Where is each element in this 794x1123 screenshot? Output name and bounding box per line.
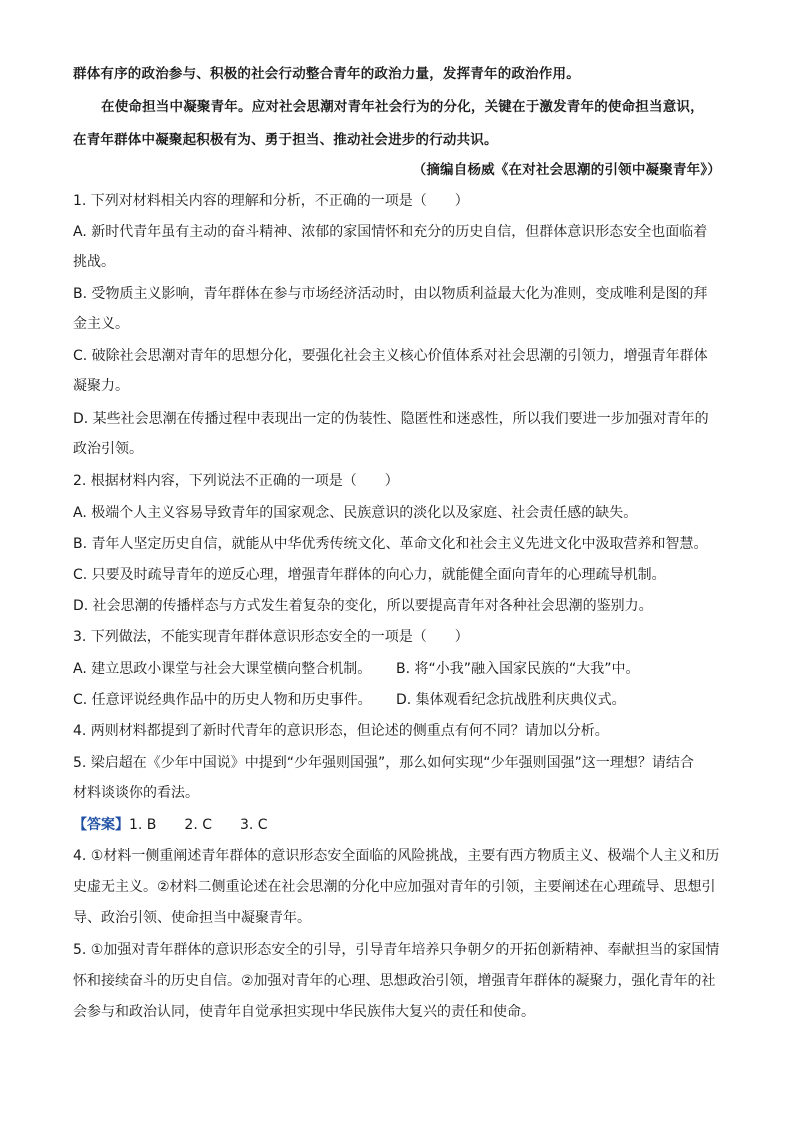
question-2-option-b: B. 青年人坚定历史自信，就能从中华优秀传统文化、革命文化和社会主义先进文化中汲取营养和智慧。 xyxy=(73,536,708,552)
question-3-option-c: C. 任意评说经典作品中的历史人物和历史事件。 xyxy=(73,692,372,708)
question-4-stem: 4. 两则材料都提到了新时代青年的意识形态，但论述的侧重点有何不同？请加以分析。 xyxy=(73,723,609,739)
passage-line-1: 群体有序的政治参与、积极的社会行动整合青年的政治力量，发挥青年的政治作用。 xyxy=(73,66,580,82)
question-3-option-b: B. 将“小我”融入国家民族的“大我”中。 xyxy=(396,661,640,677)
answer-5-line-2: 怀和接续奋斗的历史自信。②加强对青年的心理、思想政治引领，增强青年群体的凝聚力，强化青年的社 xyxy=(73,973,716,989)
passage-line-2: 在使命担当中凝聚青年。应对社会思潮对青年社会行为的分化，关键在于激发青年的使命担当意识， xyxy=(101,99,704,115)
question-1-option-b: B. 受物质主义影响，青年群体在参与市场经济活动时，由以物质利益最大化为准则，变成唯利是图的拜 xyxy=(73,286,708,302)
question-1-stem: 1. 下列对材料相关内容的理解和分析，不正确的一项是（ ） xyxy=(73,193,469,209)
question-5-stem: 5. 梁启超在《少年中国说》中提到“少年强则国强”，那么如何实现“少年强则国强”这一理想？请结合 xyxy=(73,755,694,771)
passage-line-3: 在青年群体中凝聚起积极有为、勇于担当、推动社会进步的行动共识。 xyxy=(73,132,498,148)
answer-4-line-1: 4. ①材料一侧重阐述青年群体的意识形态安全面临的风险挑战，主要有西方物质主义、极端个人主义和历 xyxy=(73,848,720,864)
question-2-stem: 2. 根据材料内容，下列说法不正确的一项是（ ） xyxy=(73,473,399,489)
question-2-option-d: D. 社会思潮的传播样态与方式发生着复杂的变化，所以要提高青年对各种社会思潮的鉴别力。 xyxy=(73,598,653,614)
answer-label: 【答案】 xyxy=(73,817,129,833)
question-1-option-a: A. 新时代青年虽有主动的奋斗精神、浓郁的家国情怀和充分的历史自信，但群体意识形态安全也面临着 xyxy=(73,224,708,240)
question-1-option-b-cont: 金主义。 xyxy=(73,316,129,332)
question-2-option-c: C. 只要及时疏导青年的逆反心理，增强青年群体的向心力，就能健全面向青年的心理疏导机制。 xyxy=(73,567,666,583)
passage-source: （摘编自杨威《在对社会思潮的引领中凝聚青年》） xyxy=(412,162,721,178)
question-3-option-a: A. 建立思政小课堂与社会大课堂横向整合机制。 xyxy=(73,661,372,677)
question-1-option-c: C. 破除社会思潮对青年的思想分化，要强化社会主义核心价值体系对社会思潮的引领力，增强青年群体 xyxy=(73,348,708,364)
question-3-stem: 3. 下列做法，不能实现青年群体意识形态安全的一项是（ ） xyxy=(73,629,469,645)
question-1-option-a-cont: 挑战。 xyxy=(73,254,115,270)
answer-5-line-3: 会参与和政治认同，使青年自觉承担实现中华民族伟大复兴的责任和使命。 xyxy=(73,1004,535,1020)
answer-row xyxy=(73,815,723,835)
question-5-stem-cont: 材料谈谈你的看法。 xyxy=(73,785,199,801)
answer-4-line-2: 史虚无主义。②材料二侧重论述在社会思潮的分化中应加强对青年的引领，主要阐述在心理疏导、思想引 xyxy=(73,879,716,895)
question-3-option-d: D. 集体观看纪念抗战胜利庆典仪式。 xyxy=(396,692,626,708)
question-2-option-a: A. 极端个人主义容易导致青年的国家观念、民族意识的淡化以及家庭、社会责任感的缺失。 xyxy=(73,505,638,521)
answer-multiple-choice: 1. B 2. C 3. C xyxy=(129,817,268,833)
answer-4-line-3: 导、政治引领、使命担当中凝聚青年。 xyxy=(73,910,311,926)
answer-5-line-1: 5. ①加强对青年群体的意识形态安全的引导，引导青年培养只争朝夕的开拓创新精神、奉献担当的家国情 xyxy=(73,942,720,958)
question-1-option-d: D. 某些社会思潮在传播过程中表现出一定的伪装性、隐匿性和迷惑性，所以我们要进一步加强对青年的 xyxy=(73,411,709,427)
question-1-option-d-cont: 政治引领。 xyxy=(73,441,143,457)
question-1-option-c-cont: 凝聚力。 xyxy=(73,378,129,394)
